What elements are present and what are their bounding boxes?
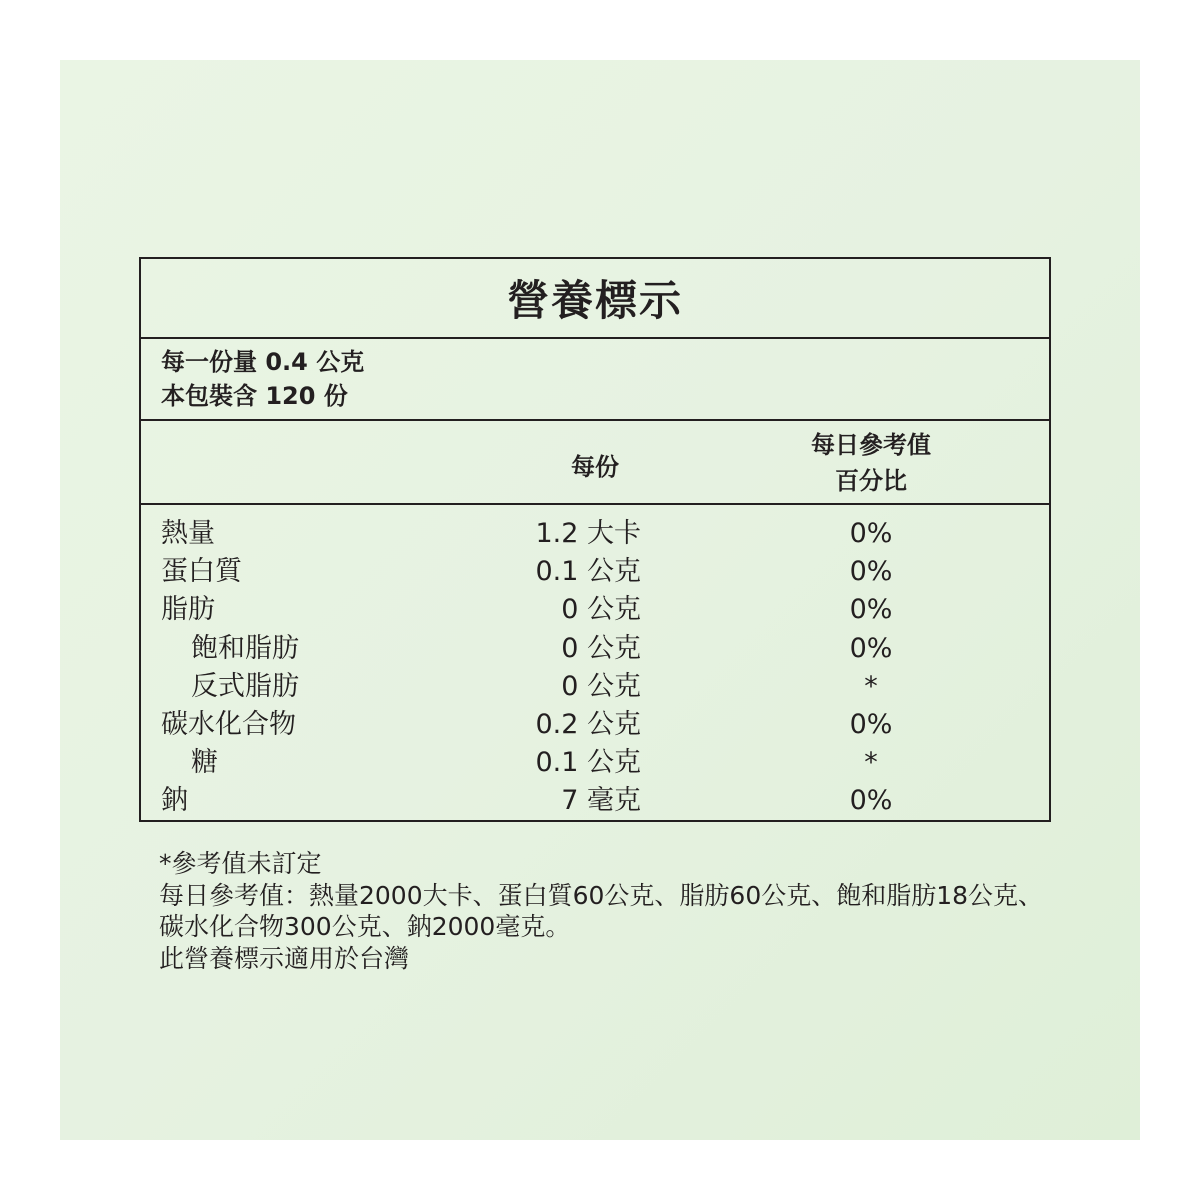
nutrient-name: 熱量 <box>161 518 215 549</box>
header-per-serving: 每份 <box>571 453 619 481</box>
nutrient-amount: 1.2 大卡 <box>535 518 641 549</box>
header-dv-line2: 百分比 <box>835 467 907 495</box>
nutrient-rows <box>141 505 1049 821</box>
nutrient-row-carbohydrate <box>141 706 1049 744</box>
nutrient-amount: 7 毫克 <box>561 785 641 817</box>
nutrient-amount: 0 公克 <box>561 632 641 664</box>
nutrient-daily-value: * <box>864 670 878 702</box>
nutrient-row-saturated-fat <box>141 630 1049 668</box>
nutrient-row-sodium <box>141 782 1049 820</box>
nutrient-amount: 0 公克 <box>561 594 641 626</box>
servings-per-package: 本包裝含 120 份 <box>161 382 348 410</box>
nutrient-amount: 0 公克 <box>561 670 641 702</box>
nutrient-row-sugar <box>141 744 1049 782</box>
nutrient-row-protein <box>141 553 1049 591</box>
nutrient-name: 鈉 <box>161 785 188 817</box>
nutrient-name: 蛋白質 <box>161 556 242 588</box>
nutrient-amount: 0.1 公克 <box>535 556 641 588</box>
nutrient-name: 脂肪 <box>161 594 215 626</box>
nutrition-label <box>139 257 1051 822</box>
nutrient-daily-value: * <box>864 747 878 779</box>
footnote-region: 此營養標示適用於台灣 <box>159 943 410 973</box>
nutrient-daily-value: 0% <box>849 518 893 549</box>
header-daily-value <box>781 427 961 499</box>
nutrient-amount: 0.2 公克 <box>535 708 641 740</box>
serving-info <box>141 339 1049 421</box>
footnote-daily-values: 每日參考值：熱量2000大卡、蛋白質60公克、脂肪60公克、飽和脂肪18公克、 <box>159 880 1044 910</box>
nutrient-name: 碳水化合物 <box>161 708 296 740</box>
footnote-not-established: *參考值未訂定 <box>159 849 322 878</box>
label-title: 營養標示 <box>141 259 1049 339</box>
serving-size: 每一份量 0.4 公克 <box>161 348 365 376</box>
nutrient-amount: 0.1 公克 <box>535 747 641 779</box>
footnotes <box>159 848 1059 974</box>
nutrient-row-trans-fat <box>141 668 1049 706</box>
nutrient-daily-value: 0% <box>849 556 893 588</box>
footnote-daily-values-cont: 碳水化合物300公克、鈉2000毫克。 <box>159 912 571 941</box>
nutrient-row-calories <box>141 515 1049 553</box>
nutrient-daily-value: 0% <box>849 785 893 817</box>
nutrient-daily-value: 0% <box>849 594 893 626</box>
nutrient-daily-value: 0% <box>849 708 893 740</box>
column-header-row <box>141 421 1049 505</box>
nutrient-name: 飽和脂肪 <box>191 632 299 664</box>
nutrient-name: 糖 <box>191 747 218 779</box>
header-dv-line1: 每日參考值 <box>811 431 931 459</box>
nutrient-row-fat <box>141 591 1049 629</box>
nutrient-name: 反式脂肪 <box>191 670 299 702</box>
nutrient-daily-value: 0% <box>849 632 893 664</box>
